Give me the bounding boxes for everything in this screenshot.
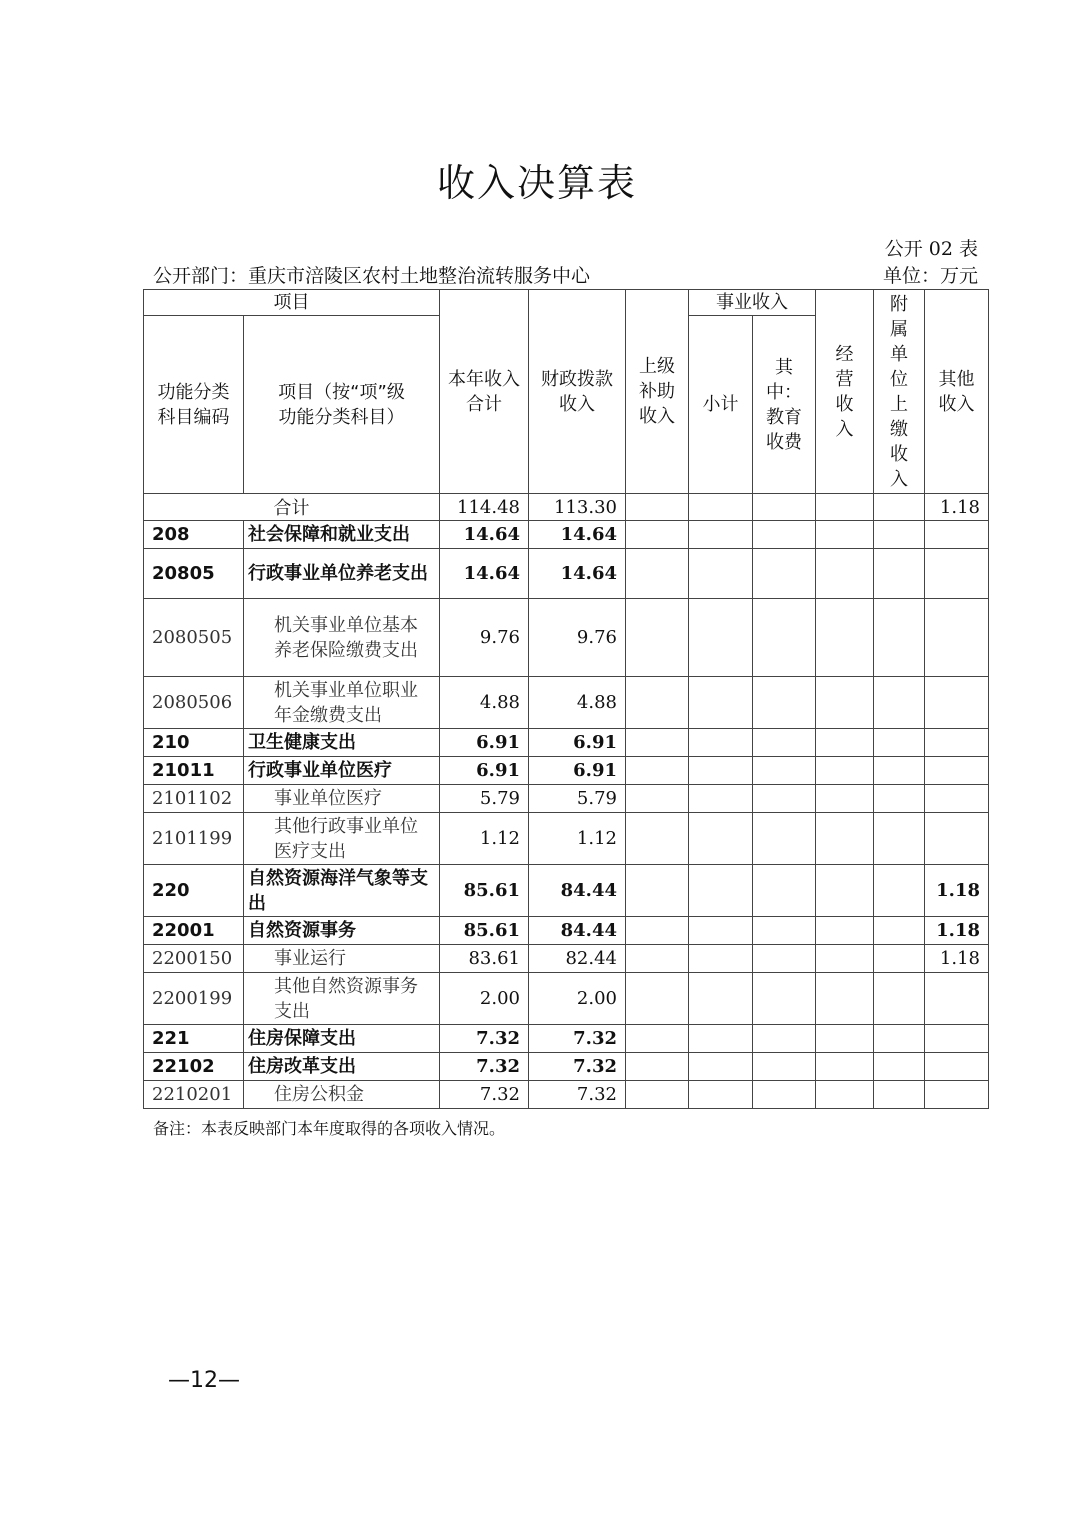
department-label: 公开部门：重庆市涪陵区农村土地整治流转服务中心 [153,265,591,287]
name-cell: 事业运行 [244,945,440,973]
page-number: —12— [168,1368,240,1393]
fiscal-cell: 82.44 [529,945,626,973]
other-cell: 1.18 [925,945,989,973]
other-cell [925,677,989,729]
total-cell: 9.76 [440,599,529,677]
header-project: 项目 [144,290,440,316]
fiscal-cell: 2.00 [529,973,626,1025]
fiscal-cell: 84.44 [529,917,626,945]
total-cell: 14.64 [440,521,529,549]
name-cell: 行政事业单位养老支出 [244,549,440,599]
income-table [143,289,989,1109]
name-cell: 机关事业单位职业年金缴费支出 [244,677,440,729]
header-other: 其他收入 [925,290,989,494]
name-cell: 社会保障和就业支出 [244,521,440,549]
code-cell: 22001 [144,917,244,945]
total-cell: 1.12 [440,813,529,865]
table-note: 备注：本表反映部门本年度取得的各项收入情况。 [153,1119,506,1138]
table-row-total [144,494,989,521]
header-subtotal: 小计 [689,316,753,494]
table-row [144,813,989,865]
fiscal-cell: 113.30 [529,494,626,521]
table-row [144,973,989,1025]
fiscal-cell: 14.64 [529,521,626,549]
other-cell [925,757,989,785]
table-row [144,1025,989,1053]
fiscal-cell: 4.88 [529,677,626,729]
fiscal-cell: 14.64 [529,549,626,599]
table-row [144,1081,989,1109]
code-cell: 2200150 [144,945,244,973]
code-cell: 210 [144,729,244,757]
header-education: 其中：教育收费 [753,316,816,494]
code-cell: 220 [144,865,244,917]
fiscal-cell: 7.32 [529,1053,626,1081]
table-row [144,1053,989,1081]
other-cell [925,973,989,1025]
table-row [144,729,989,757]
unit-label: 单位：万元 [882,265,978,287]
total-cell: 85.61 [440,865,529,917]
fiscal-cell: 6.91 [529,757,626,785]
header-operating: 经营收入 [816,290,874,494]
table-row [144,549,989,599]
other-cell [925,729,989,757]
total-cell: 5.79 [440,785,529,813]
other-cell [925,549,989,599]
page-title: 收入决算表 [436,161,637,205]
fiscal-cell: 1.12 [529,813,626,865]
fiscal-cell: 7.32 [529,1081,626,1109]
table-row [144,917,989,945]
other-cell [925,1053,989,1081]
header-fiscal: 财政拨款收入 [529,290,626,494]
name-cell: 自然资源海洋气象等支出 [244,865,440,917]
fiscal-cell: 5.79 [529,785,626,813]
code-cell: 208 [144,521,244,549]
other-cell: 1.18 [925,865,989,917]
code-cell: 2080506 [144,677,244,729]
code-cell: 221 [144,1025,244,1053]
header-business: 事业收入 [689,290,816,316]
total-cell: 114.48 [440,494,529,521]
total-cell: 14.64 [440,549,529,599]
name-cell: 住房公积金 [244,1081,440,1109]
code-cell: 2200199 [144,973,244,1025]
fiscal-cell: 6.91 [529,729,626,757]
total-label: 合计 [144,494,440,521]
name-cell: 卫生健康支出 [244,729,440,757]
table-row [144,677,989,729]
header-affiliated: 附属单位上缴收入 [874,290,925,494]
other-cell: 1.18 [925,494,989,521]
table-row [144,599,989,677]
name-cell: 其他行政事业单位医疗支出 [244,813,440,865]
header-superior: 上级补助收入 [626,290,689,494]
header-code: 功能分类科目编码 [144,316,244,494]
other-cell: 1.18 [925,917,989,945]
total-cell: 6.91 [440,729,529,757]
name-cell: 其他自然资源事务支出 [244,973,440,1025]
name-cell: 自然资源事务 [244,917,440,945]
code-cell: 2101102 [144,785,244,813]
header-total: 本年收入合计 [440,290,529,494]
table-number: 公开 02 表 [884,238,978,260]
header-name: 项目（按“项”级功能分类科目） [244,316,440,494]
table-row [144,757,989,785]
total-cell: 4.88 [440,677,529,729]
total-cell: 83.61 [440,945,529,973]
total-cell: 6.91 [440,757,529,785]
fiscal-cell: 84.44 [529,865,626,917]
total-cell: 7.32 [440,1025,529,1053]
table-row [144,521,989,549]
total-cell: 85.61 [440,917,529,945]
total-cell: 7.32 [440,1081,529,1109]
other-cell [925,813,989,865]
total-cell: 2.00 [440,973,529,1025]
name-cell: 住房改革支出 [244,1053,440,1081]
code-cell: 2101199 [144,813,244,865]
fiscal-cell: 7.32 [529,1025,626,1053]
name-cell: 行政事业单位医疗 [244,757,440,785]
code-cell: 22102 [144,1053,244,1081]
name-cell: 事业单位医疗 [244,785,440,813]
total-cell: 7.32 [440,1053,529,1081]
other-cell [925,599,989,677]
other-cell [925,1081,989,1109]
fiscal-cell: 9.76 [529,599,626,677]
table-row [144,865,989,917]
other-cell [925,785,989,813]
name-cell: 机关事业单位基本养老保险缴费支出 [244,599,440,677]
code-cell: 21011 [144,757,244,785]
table-row [144,945,989,973]
code-cell: 2210201 [144,1081,244,1109]
other-cell [925,521,989,549]
other-cell [925,1025,989,1053]
table-row [144,785,989,813]
code-cell: 20805 [144,549,244,599]
name-cell: 住房保障支出 [244,1025,440,1053]
code-cell: 2080505 [144,599,244,677]
